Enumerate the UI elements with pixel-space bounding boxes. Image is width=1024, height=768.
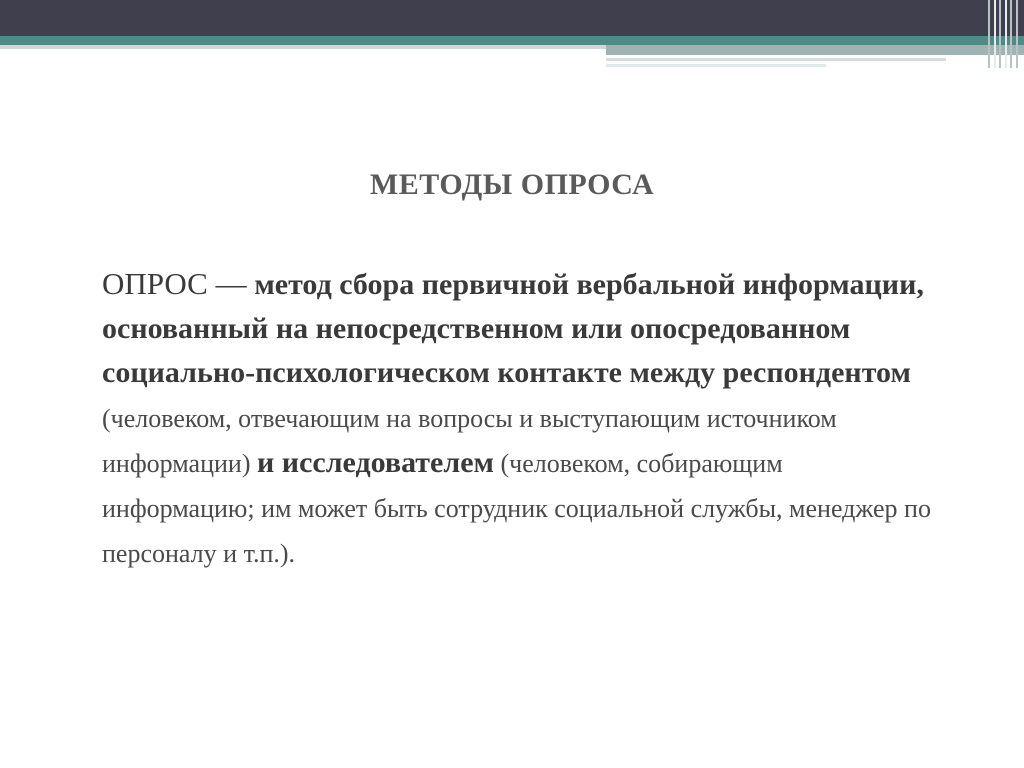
definition-bold: основанный на непосредственном или опосредованном социально-психологическом контакте между респондентом xyxy=(102,312,911,389)
slide-body xyxy=(102,262,932,576)
slide-title: МЕТОДЫ ОПРОСА xyxy=(369,168,655,201)
definition-bold: и исследователем xyxy=(257,446,494,479)
definition-bold: метод сбора первичной вербальной информации, xyxy=(254,268,924,301)
corner-stripes xyxy=(988,0,1018,68)
term-lead: ОПРОС — xyxy=(102,266,255,301)
header-band-teal xyxy=(0,36,1024,45)
header-band-dark xyxy=(0,0,1024,36)
header-accent-line xyxy=(606,64,826,67)
definition-note: (человеком, отвечающим на вопросы и выступающим источником информации) xyxy=(102,404,837,478)
header-accent-line xyxy=(606,45,1024,55)
definition-note: (человеком, собирающим информацию; им может быть сотрудник социальной службы, менеджер по персоналу и т.п.). xyxy=(102,449,931,568)
header-accent-line xyxy=(0,45,606,49)
header-accent-line xyxy=(606,58,946,61)
